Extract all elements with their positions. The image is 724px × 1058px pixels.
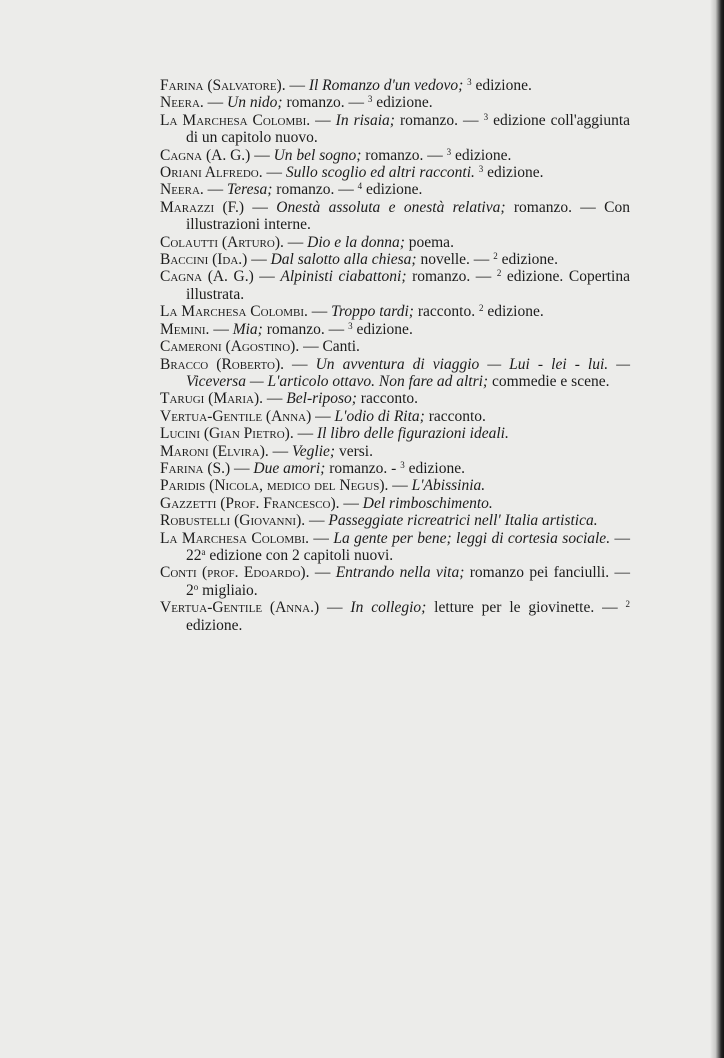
entry-author: Vertua-Gentile (Anna): [160, 407, 312, 425]
catalog-entry: Cagna (A. G.) — Un bel sogno; romanzo. — $^3$ edizione.: [160, 146, 512, 164]
catalog-entry: La Marchesa Colombi. — La gente per bene; leggi di cortesia sociale. — 22$^a$ edizione con 2 capitoli nuovi.: [160, 529, 630, 564]
entry-title: Entrando nella vita;: [335, 564, 465, 582]
catalog-entry: Maroni (Elvira). — Veglie; versi.: [160, 442, 373, 460]
edition-superscript: 2: [625, 599, 630, 610]
entry-title: La gente per bene; leggi di cortesia sociale.: [333, 529, 611, 547]
entry-author: Farina (Salvatore).: [160, 77, 286, 94]
entry-author: Memini.: [160, 320, 210, 338]
catalog-entry: Cagna (A. G.) — Alpinisti ciabattoni; romanzo. — $^2$ edizione. Copertina illustrata.: [160, 268, 630, 303]
catalog-entry: Marazzi (F.) — Onestà assoluta e onestà relativa; romanzo. — Con illustrazioni interne.: [160, 198, 631, 234]
entry-author: Maroni (Elvira).: [160, 442, 269, 460]
entry-edition: edizione.: [352, 320, 413, 338]
entry-author: Marazzi (F.): [160, 198, 245, 216]
catalog-entry: La Marchesa Colombi. — Troppo tardi; racconto. $^2$ edizione.: [160, 303, 544, 321]
entry-author: Cagna (A. G.): [160, 268, 254, 286]
edition-superscript: 3: [348, 320, 353, 331]
entry-description: versi.: [335, 442, 373, 460]
catalog-entry: Gazzetti (Prof. Francesco). — Del rimboschimento.: [160, 494, 493, 512]
entry-title: Veglie;: [292, 442, 336, 460]
publisher-catalog-list: [160, 77, 630, 634]
catalog-entry: Baccini (Ida.) — Dal salotto alla chiesa; novelle. — $^2$ edizione.: [160, 251, 558, 269]
catalog-entry: Colautti (Arturo). — Dio e la donna; poema.: [160, 233, 454, 251]
entry-title: Il libro delle figurazioni ideali.: [316, 425, 509, 443]
edition-superscript: 2: [493, 251, 498, 262]
entry-title: Mia;: [232, 320, 263, 338]
edition-superscript: a: [201, 546, 206, 557]
entry-description: — Canti.: [299, 338, 360, 356]
entry-description: romanzo. —: [406, 268, 497, 286]
entry-author: Cagna (A. G.): [160, 146, 251, 164]
edition-superscript: 2: [478, 303, 484, 314]
entry-description: romanzo. —: [262, 320, 349, 338]
entry-title: Alpinisti ciabattoni;: [280, 268, 407, 286]
binding-shadow: [710, 0, 724, 1058]
entry-description: romanzo. -: [325, 459, 401, 477]
entry-edition: edizione.: [471, 77, 532, 94]
edition-superscript: 3: [483, 111, 489, 122]
entry-edition: edizione con 2 capitoli nuovi.: [205, 546, 394, 564]
catalog-entry: Neera. — Un nido; romanzo. — $^3$ edizione.: [160, 94, 433, 112]
edition-superscript: 3: [367, 94, 373, 105]
entry-title: Dal salotto alla chiesa;: [270, 251, 417, 269]
edition-superscript: 3: [478, 164, 484, 175]
entry-author: Lucini (Gian Pietro).: [160, 425, 294, 443]
entry-title: Un avventura di viaggio — Lui - lei - lui. — Viceversa — L'articolo ottavo. Non fare ad altri;: [186, 355, 630, 390]
entry-description: romanzo. —: [361, 146, 447, 164]
entry-title: Due amori;: [253, 459, 326, 477]
entry-description: letture per le giovinette. —: [426, 599, 626, 617]
entry-edition: edizione.: [497, 251, 558, 269]
catalog-entry: Robustelli (Giovanni). — Passeggiate ricreatrici nell' Italia artistica.: [160, 512, 598, 530]
entry-edition: edizione.: [362, 181, 423, 199]
edition-superscript: o: [193, 581, 199, 592]
entry-description: poema.: [404, 233, 454, 251]
entry-title: Teresa;: [227, 181, 273, 199]
entry-edition: migliaio.: [198, 581, 258, 599]
entry-title: Il Romanzo d'un vedovo;: [308, 77, 464, 94]
entry-author: La Marchesa Colombi.: [160, 111, 311, 129]
entry-title: L'odio di Rita;: [334, 407, 425, 425]
edition-superscript: 3: [467, 77, 472, 87]
catalog-entry: La Marchesa Colombi. — In risaia; romanzo. — $^3$ edizione coll'aggiunta di un capitolo nuovo.: [160, 111, 631, 147]
entry-description: novelle. —: [416, 251, 494, 269]
entry-author: Cameroni (Agostino).: [160, 338, 300, 356]
entry-title: Un nido;: [227, 94, 283, 112]
entry-author: La Marchesa Colombi.: [160, 529, 309, 547]
catalog-entry: Conti (prof. Edoardo). — Entrando nella vita; romanzo pei fanciulli. — 2$^o$ migliaio.: [160, 564, 631, 599]
edition-superscript: 3: [446, 146, 452, 157]
entry-edition: edizione.: [483, 164, 544, 182]
entry-author: Colautti (Arturo).: [160, 233, 284, 251]
catalog-entry: [160, 338, 630, 355]
entry-title: Del rimboschimento.: [362, 494, 493, 512]
entry-author: Paridis (Nicola, medico del Negus).: [160, 477, 389, 495]
entry-title: Onestà assoluta e onestà relativa;: [276, 198, 506, 216]
entry-description: romanzo. —: [282, 94, 368, 112]
edition-superscript: 2: [496, 268, 502, 279]
entry-edition: edizione. Copertina illustrata.: [186, 268, 630, 303]
entry-author: Farina (S.): [160, 459, 231, 477]
catalog-entry: Vertua-Gentile (Anna) — L'odio di Rita; racconto.: [160, 407, 486, 425]
entry-description: — 22: [186, 529, 630, 564]
catalog-entry: Neera. — Teresa; romanzo. — $^4$ edizione.: [160, 181, 423, 199]
entry-title: Passeggiate ricreatrici nell' Italia artistica.: [328, 512, 598, 530]
entry-author: Vertua-Gentile (Anna.): [160, 599, 320, 617]
entry-author: Bracco (Roberto).: [160, 355, 284, 373]
catalog-entry: Farina (S.) — Due amori; romanzo. - $^3$ edizione.: [160, 459, 465, 477]
entry-description: romanzo. —: [272, 181, 358, 199]
entry-title: Bel-riposo;: [286, 390, 357, 408]
entry-description: racconto.: [424, 407, 486, 425]
entry-edition: edizione.: [186, 616, 243, 634]
entry-title: Sullo scoglio ed altri racconti.: [285, 164, 475, 182]
entry-description: racconto.: [413, 303, 479, 321]
entry-description: romanzo. — Con illustrazioni interne.: [186, 198, 631, 234]
catalog-entry: Farina (Salvatore). — Il Romanzo d'un vedovo; $^3$ edizione.: [160, 77, 532, 94]
entry-description: commedie e scene.: [488, 372, 610, 390]
entry-author: Neera.: [160, 94, 204, 112]
entry-description: racconto.: [356, 390, 419, 408]
catalog-entry: Tarugi (Maria). — Bel-riposo; racconto.: [160, 390, 419, 408]
catalog-entry: Vertua-Gentile (Anna.) — In collegio; letture per le giovinette. — $^2$ edizione.: [160, 599, 630, 634]
catalog-entry: Oriani Alfredo. — Sullo scoglio ed altri racconti. $^3$ edizione.: [160, 164, 544, 182]
edition-superscript: 4: [357, 181, 363, 192]
entry-edition: edizione.: [404, 459, 465, 477]
entry-title: Un bel sogno;: [273, 146, 362, 164]
entry-author: Neera.: [160, 181, 204, 199]
entry-description: romanzo. —: [394, 111, 484, 129]
entry-author: La Marchesa Colombi.: [160, 303, 308, 321]
entry-title: In risaia;: [335, 111, 395, 129]
entry-edition: edizione.: [483, 303, 544, 321]
entry-author: Conti (prof. Edoardo).: [160, 564, 310, 582]
entry-title: Troppo tardi;: [331, 303, 414, 321]
entry-author: Baccini (Ida.): [160, 251, 248, 269]
entry-title: Dio e la donna;: [307, 233, 405, 251]
entry-author: Tarugi (Maria).: [160, 390, 264, 408]
entry-title: L'Abissinia.: [411, 477, 486, 495]
entry-edition: edizione.: [372, 94, 433, 112]
catalog-entry: Memini. — Mia; romanzo. — $^3$ edizione.: [160, 320, 413, 338]
catalog-entry: Bracco (Roberto). — Un avventura di viaggio — Lui - lei - lui. — Viceversa — L'articolo ottavo. Non fare ad altri; commedie e scene.: [160, 355, 630, 390]
catalog-entry: Lucini (Gian Pietro). — Il libro delle figurazioni ideali.: [160, 425, 509, 443]
entry-author: Robustelli (Giovanni).: [160, 512, 306, 530]
catalog-entry: Paridis (Nicola, medico del Negus). — L'Abissinia.: [160, 477, 486, 495]
entry-author: Gazzetti (Prof. Francesco).: [160, 494, 340, 512]
entry-edition: edizione coll'aggiunta di un capitolo nuovo.: [186, 111, 631, 147]
entry-title: In collegio;: [350, 599, 427, 617]
edition-superscript: 3: [400, 459, 405, 470]
entry-description: romanzo pei fanciulli. — 2: [186, 564, 631, 599]
entry-author: Oriani Alfredo.: [160, 164, 263, 182]
entry-edition: edizione.: [451, 146, 512, 164]
